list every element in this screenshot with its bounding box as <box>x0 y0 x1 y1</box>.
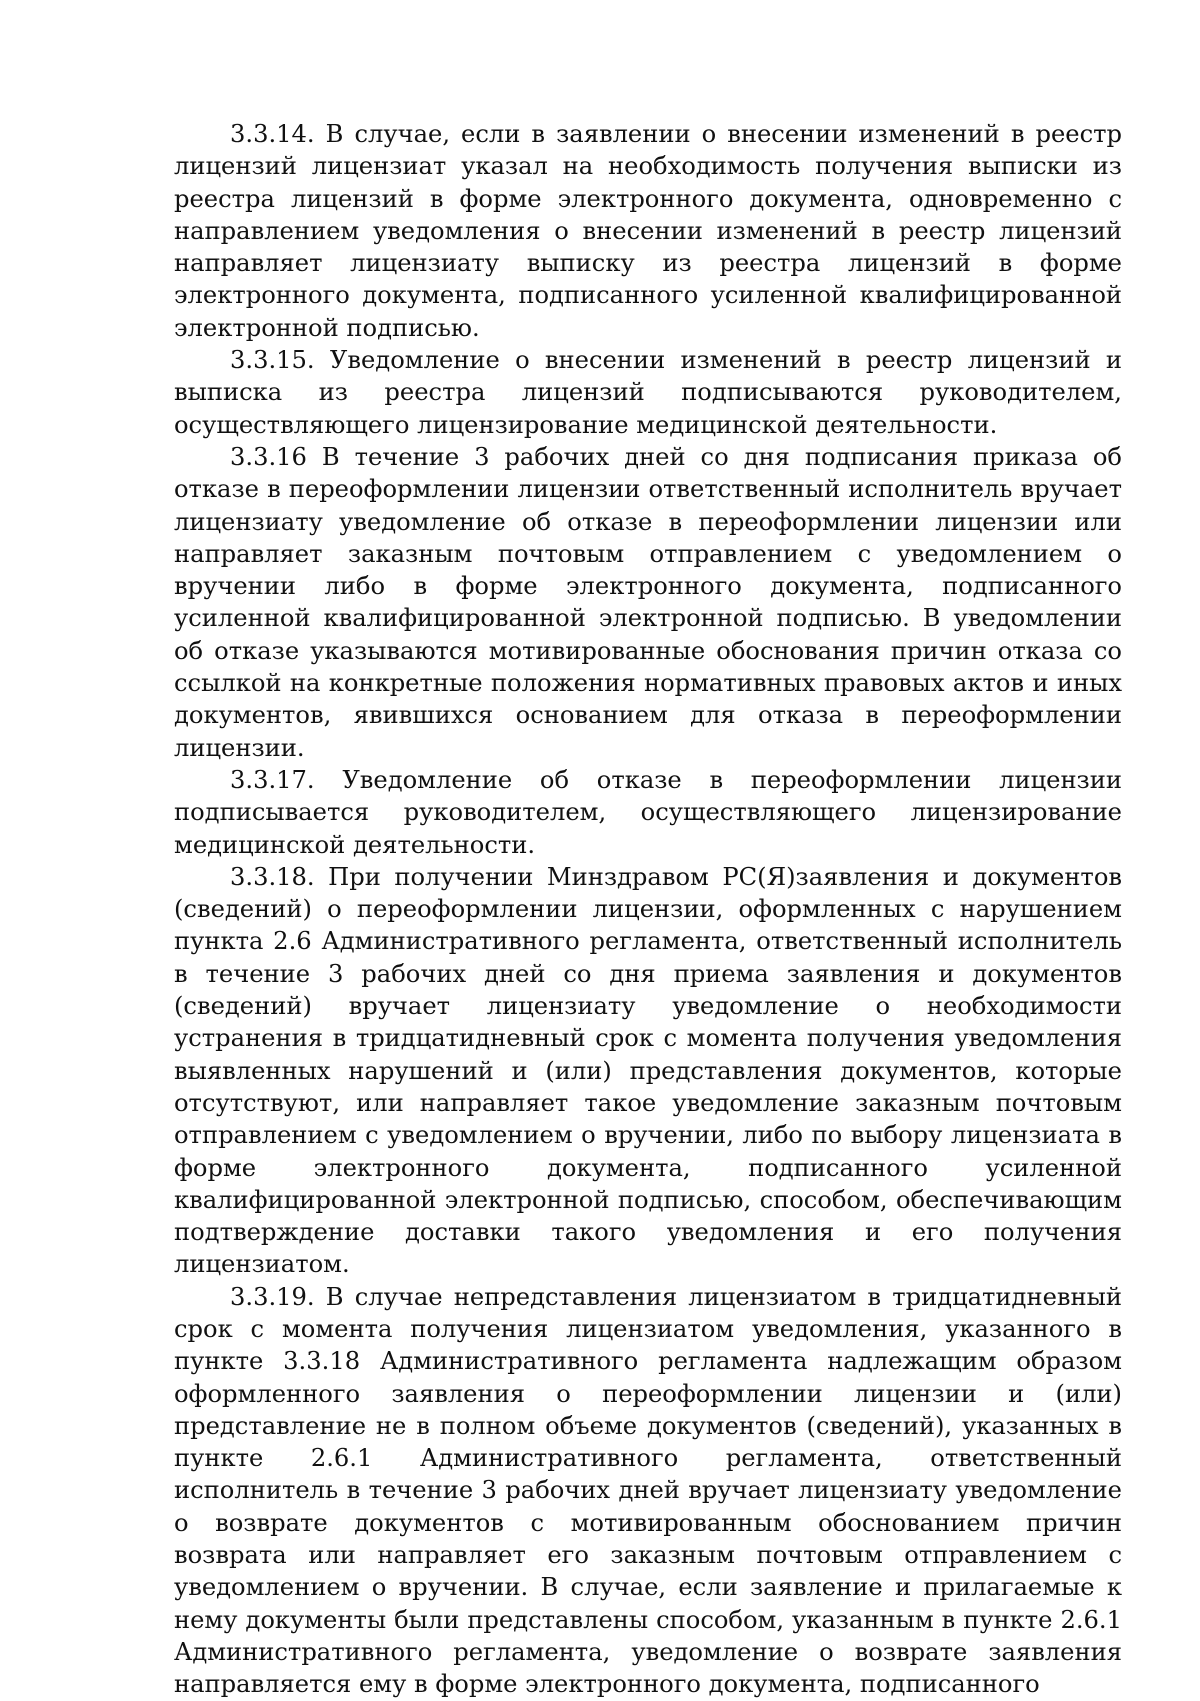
document-page <box>174 118 1122 1701</box>
paragraph-3-3-18: 3.3.18. При получении Минздравом РС(Я)заявления и документов (сведений) о переоформлении лицензии, оформленных с нарушением пункта 2.6 Административного регламента, ответственный исполнитель в течение 3 рабочих дней со дня приема заявления и документов (сведений) вручает лицензиату уведомление о необходимости устранения в тридцатидневный срок с момента получения уведомления выявленных нарушений и (или) представления документов, которые отсутствуют, или направляет такое уведомление заказным почтовым отправлением с уведомлением о вручении, либо по выбору лицензиата в форме электронного документа, подписанного усиленной квалифицированной электронной подписью, способом, обеспечивающим подтверждение доставки такого уведомления и его получения лицензиатом. <box>174 862 1122 1279</box>
paragraph-3-3-16: 3.3.16 В течение 3 рабочих дней со дня подписания приказа об отказе в переоформлении лицензии ответственный исполнитель вручает лицензиату уведомление об отказе в переоформлении лицензии или направляет заказным почтовым отправлением с уведомлением о вручении либо в форме электронного документа, подписанного усиленной квалифицированной электронной подписью. В уведомлении об отказе указываются мотивированные обоснования причин отказа со ссылкой на конкретные положения нормативных правовых актов и иных документов, явившихся основанием для отказа в переоформлении лицензии. <box>174 442 1122 762</box>
paragraph-3-3-14: 3.3.14. В случае, если в заявлении о внесении изменений в реестр лицензий лицензиат указал на необходимость получения выписки из реестра лицензий в форме электронного документа, одновременно с направлением уведомления о внесении изменений в реестр лицензий направляет лицензиату выписку из реестра лицензий в форме электронного документа, подписанного усиленной квалифицированной электронной подписью. <box>174 120 1122 342</box>
paragraph-3-3-19: 3.3.19. В случае непредставления лицензиатом в тридцатидневный срок с момента получения лицензиатом уведомления, указанного в пункте 3.3.18 Административного регламента надлежащим образом оформленного заявления о переоформлении лицензии и (или) представление не в полном объеме документов (сведений), указанных в пункте 2.6.1 Административного регламента, ответственный исполнитель в течение 3 рабочих дней вручает лицензиату уведомление о возврате документов с мотивированным обоснованием причин возврата или направляет его заказным почтовым отправлением с уведомлением о вручении. В случае, если заявление и прилагаемые к нему документы были представлены способом, указанным в пункте 2.6.1 Административного регламента, уведомление о возврате заявления направляется ему в форме электронного документа, подписанного <box>174 1282 1122 1699</box>
paragraph-3-3-15: 3.3.15. Уведомление о внесении изменений в реестр лицензий и выписка из реестра лицензий подписываются руководителем, осуществляющего лицензирование медицинской деятельности. <box>174 346 1122 439</box>
paragraph-3-3-17: 3.3.17. Уведомление об отказе в переоформлении лицензии подписывается руководителем, осуществляющего лицензирование медицинской деятельности. <box>174 765 1122 859</box>
